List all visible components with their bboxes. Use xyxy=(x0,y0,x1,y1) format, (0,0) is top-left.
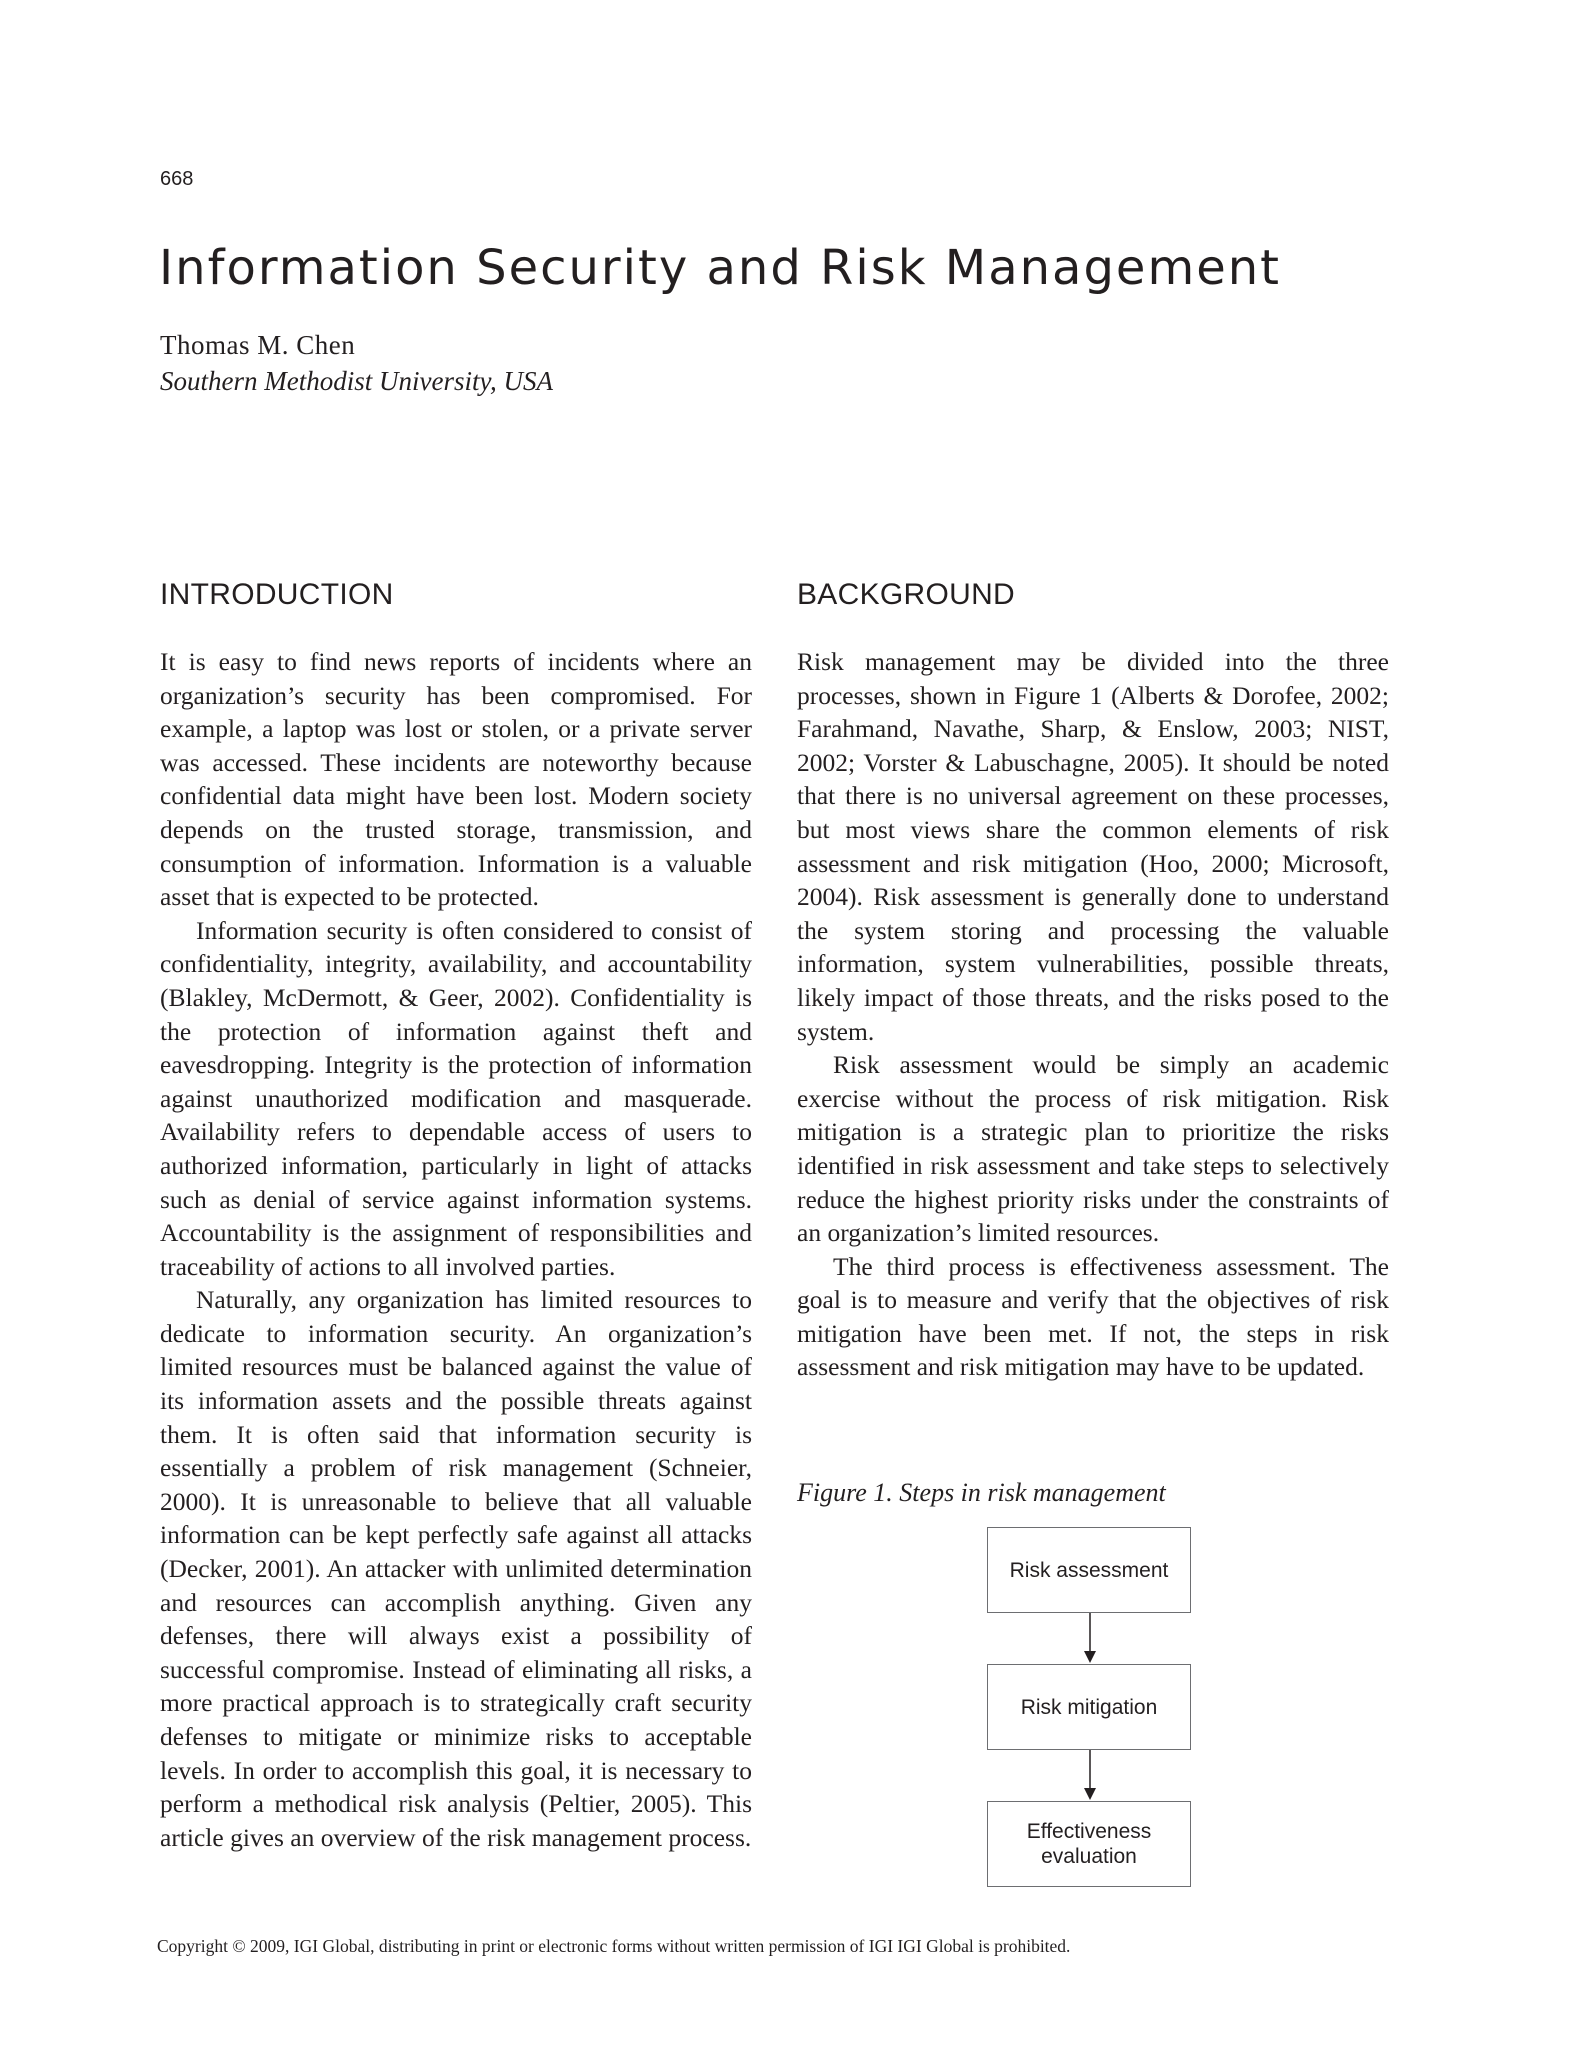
flow-step-risk-assessment xyxy=(987,1527,1191,1613)
introduction-paragraph: It is easy to find news reports of incidents where an organization’s security has been compromised. For example, a laptop was lost or stolen, or a private server was accessed. These incidents are noteworthy because confidential data might have been lost. Modern society depends on the trusted storage, transmission, and consumption of information. Information is a valuable asset that is expected to be protected. xyxy=(160,647,752,912)
figure-caption: Figure 1. Steps in risk management xyxy=(797,1478,1166,1507)
background-paragraph: The third process is effectiveness assessment. The goal is to measure and verify that the objectives of risk mitigation have been met. If not, the steps in risk assessment and risk mitigation may have to be updated. xyxy=(797,1251,1389,1382)
flow-step-effectiveness-evaluation xyxy=(987,1801,1191,1887)
flow-step-label: Risk assessment xyxy=(1009,1558,1169,1582)
background-paragraph: Risk management may be divided into the three processes, shown in Figure 1 (Alberts & Dorofee, 2002; Farahmand, Navathe, Sharp, & Enslow, 2003; NIST, 2002; Vorster & Labuschagne, 2005). It should be noted that there is no universal agreement on these processes, but most views share the common elements of risk assessment and risk mitigation (Hoo, 2000; Microsoft, 2004). Risk assessment is generally done to understand the system storing and processing the valuable information, system vulnerabilities, possible threats, likely impact of those threats, and the risks posed to the system. xyxy=(797,647,1389,1046)
page-number: 668 xyxy=(160,168,194,190)
flow-step-label: Risk mitigation xyxy=(1020,1695,1158,1719)
background-section xyxy=(797,645,1389,1384)
author-name: Thomas M. Chen xyxy=(160,330,356,360)
article-title: Information Security and Risk Management xyxy=(159,240,1281,296)
copyright-notice: Copyright © 2009, IGI Global, distributing in print or electronic forms without written permission of IGI IGI Global is prohibited. xyxy=(157,1936,1071,1956)
introduction-paragraph: Naturally, any organization has limited resources to dedicate to information security. An organization’s limited resources must be balanced against the value of its information assets and the possible threats against them. It is often said that information security is essentially a problem of risk management (Schneier, 2000). It is unreasonable to believe that all valuable information can be kept perfectly safe against all attacks (Decker, 2001). An attacker with unlimited determination and resources can accomplish anything. Given any defenses, there will always exist a possibility of successful compromise. Instead of eliminating all risks, a more practical approach is to strategically craft security defenses to mitigate or minimize risks to acceptable levels. In order to accomplish this goal, it is necessary to perform a methodical risk analysis (Peltier, 2005). This article gives an overview of the risk management process. xyxy=(160,1285,752,1852)
flow-step-label: Effectiveness evaluation xyxy=(1026,1820,1152,1868)
introduction-heading: INTRODUCTION xyxy=(160,578,394,611)
flow-step-risk-mitigation xyxy=(987,1664,1191,1750)
author-affiliation: Southern Methodist University, USA xyxy=(160,366,553,396)
introduction-paragraph: Information security is often considered to consist of confidentiality, integrity, availability, and accountability (Blakley, McDermott, & Geer, 2002). Confidentiality is the protection of information against theft and eavesdropping. Integrity is the protection of information against unauthorized modification and masquerade. Availability refers to dependable access of users to authorized information, particularly in light of attacks such as denial of service against information systems. Accountability is the assignment of responsibilities and traceability of actions to all involved parties. xyxy=(160,915,752,1281)
background-heading: BACKGROUND xyxy=(797,578,1016,611)
flow-arrow-down-icon xyxy=(1080,1750,1100,1801)
introduction-section xyxy=(160,645,752,1854)
background-paragraph: Risk assessment would be simply an academic exercise without the process of risk mitigation. Risk mitigation is a strategic plan to prioritize the risks identified in risk assessment and take steps to selectively reduce the highest priority risks under the constraints of an organization’s limited resources. xyxy=(797,1050,1389,1248)
flow-arrow-down-icon xyxy=(1080,1613,1100,1664)
